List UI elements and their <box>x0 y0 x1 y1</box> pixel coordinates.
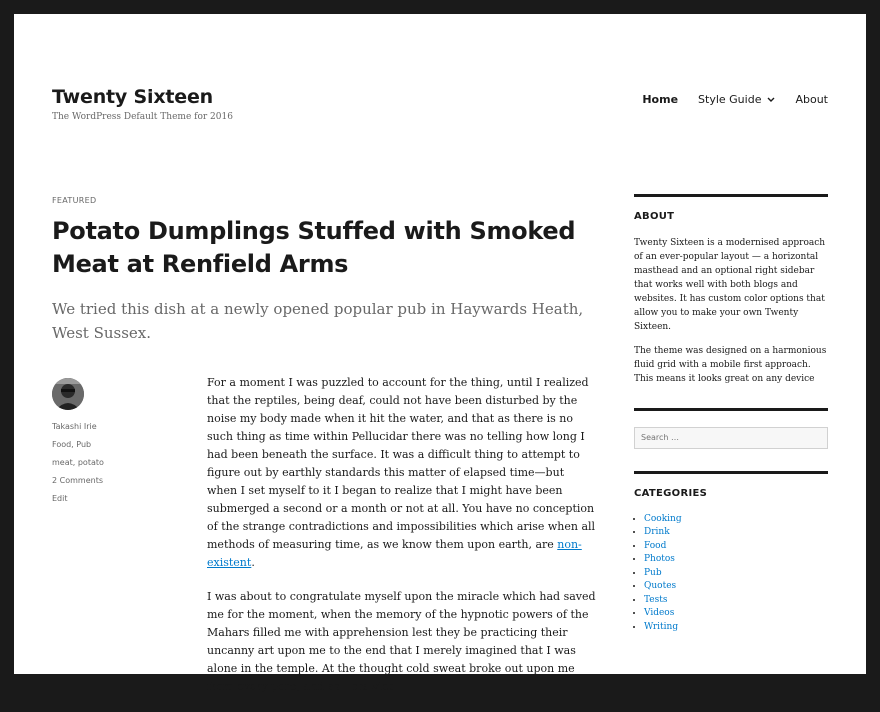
chevron-down-icon <box>767 97 775 103</box>
primary-nav <box>642 93 828 106</box>
list-item <box>644 567 828 581</box>
category-link[interactable]: Tests <box>644 594 668 605</box>
search-input[interactable] <box>634 427 828 449</box>
post-author[interactable]: Takashi Irie <box>52 422 97 431</box>
site-description: The WordPress Default Theme for 2016 <box>52 112 233 122</box>
categories-widget <box>634 471 828 635</box>
post-comments-link[interactable]: 2 Comments <box>52 476 103 485</box>
categories-heading: CATEGORIES <box>634 487 708 499</box>
category-link[interactable]: Cooking <box>644 513 682 524</box>
entry-meta <box>52 378 192 508</box>
post-tags[interactable]: meat, potato <box>52 458 104 467</box>
list-item <box>644 594 828 608</box>
list-item <box>644 580 828 594</box>
about-widget <box>634 194 828 386</box>
category-link[interactable]: Quotes <box>644 581 677 591</box>
paragraph-2: I was about to congratulate myself upon the miracle which had saved me for the moment, when the memory of the hypnotic powers of the Mahars filled me with apprehension lest they be practicing their uncanny art upon me to the end that I merely imagined that I was alone in the temple. At the thought cold sweat broke out upon me from every pore, and as I crawled <box>207 590 596 693</box>
nav-item-home[interactable]: Home <box>642 93 679 106</box>
avatar-image <box>52 378 84 410</box>
paragraph-1 <box>207 374 597 572</box>
post-categories[interactable]: Food, Pub <box>52 440 92 449</box>
categories-list <box>634 513 828 635</box>
category-link[interactable]: Videos <box>644 608 675 618</box>
post-content <box>207 374 597 712</box>
non-existent-link[interactable]: non-existent <box>207 538 582 569</box>
nav-item-style-guide-label: Style Guide <box>698 93 762 106</box>
page <box>14 14 866 693</box>
list-item <box>644 553 828 567</box>
avatar[interactable] <box>52 378 84 410</box>
category-link[interactable]: Photos <box>644 554 675 564</box>
paragraph-1-text: For a moment I was puzzled to account for the thing, until I realized that the reptiles, being deaf, could not have been disturbed by the noise my body made when it hit the water, and that as there is no such thing as time within Pellucidar there was no telling how long I had been beneath the surface. It was a difficult thing to attempt to figure out by earthly standards this matter of elapsed time—but when I set myself to it I began to realize that I might have been submerged a second or a month or not at all. You have no conception of the strange contradictions and impossibilities which arise when all methods of measuring time, as we know them upon earth, are <box>207 376 596 551</box>
featured-label: FEATURED <box>52 196 97 205</box>
category-link[interactable]: Food <box>644 540 667 551</box>
site-title[interactable]: Twenty Sixteen <box>52 86 213 108</box>
category-link[interactable]: Writing <box>644 621 679 632</box>
category-link[interactable]: Drink <box>644 527 670 537</box>
about-paragraph-2: The theme was designed on a harmonious fluid grid with a mobile first approach. This means it looks great on any device <box>634 346 827 384</box>
category-link[interactable]: Pub <box>644 567 662 578</box>
list-item <box>644 540 828 554</box>
post-title[interactable]: Potato Dumplings Stuffed with Smoked Meat at Renfield Arms <box>52 217 576 278</box>
post-excerpt: We tried this dish at a newly opened popular pub in Haywards Heath, West Sussex. <box>52 300 584 342</box>
list-item <box>644 607 828 621</box>
nav-item-about[interactable]: About <box>795 93 828 106</box>
main-content <box>52 196 597 693</box>
list-item <box>644 621 828 635</box>
about-paragraph-1: Twenty Sixteen is a modernised approach of an ever-popular layout — a horizontal masthead and an optional right sidebar that works well with both blogs and websites. It has custom color options that allow you to make your own Twenty Sixteen. <box>634 238 826 332</box>
search-widget <box>634 408 828 449</box>
paragraph-1-end: . <box>251 556 255 569</box>
list-item <box>644 513 828 527</box>
sidebar <box>634 194 828 656</box>
about-heading: ABOUT <box>634 211 675 222</box>
nav-item-style-guide[interactable] <box>698 93 775 106</box>
list-item <box>644 526 828 540</box>
post-edit-link[interactable]: Edit <box>52 494 68 503</box>
